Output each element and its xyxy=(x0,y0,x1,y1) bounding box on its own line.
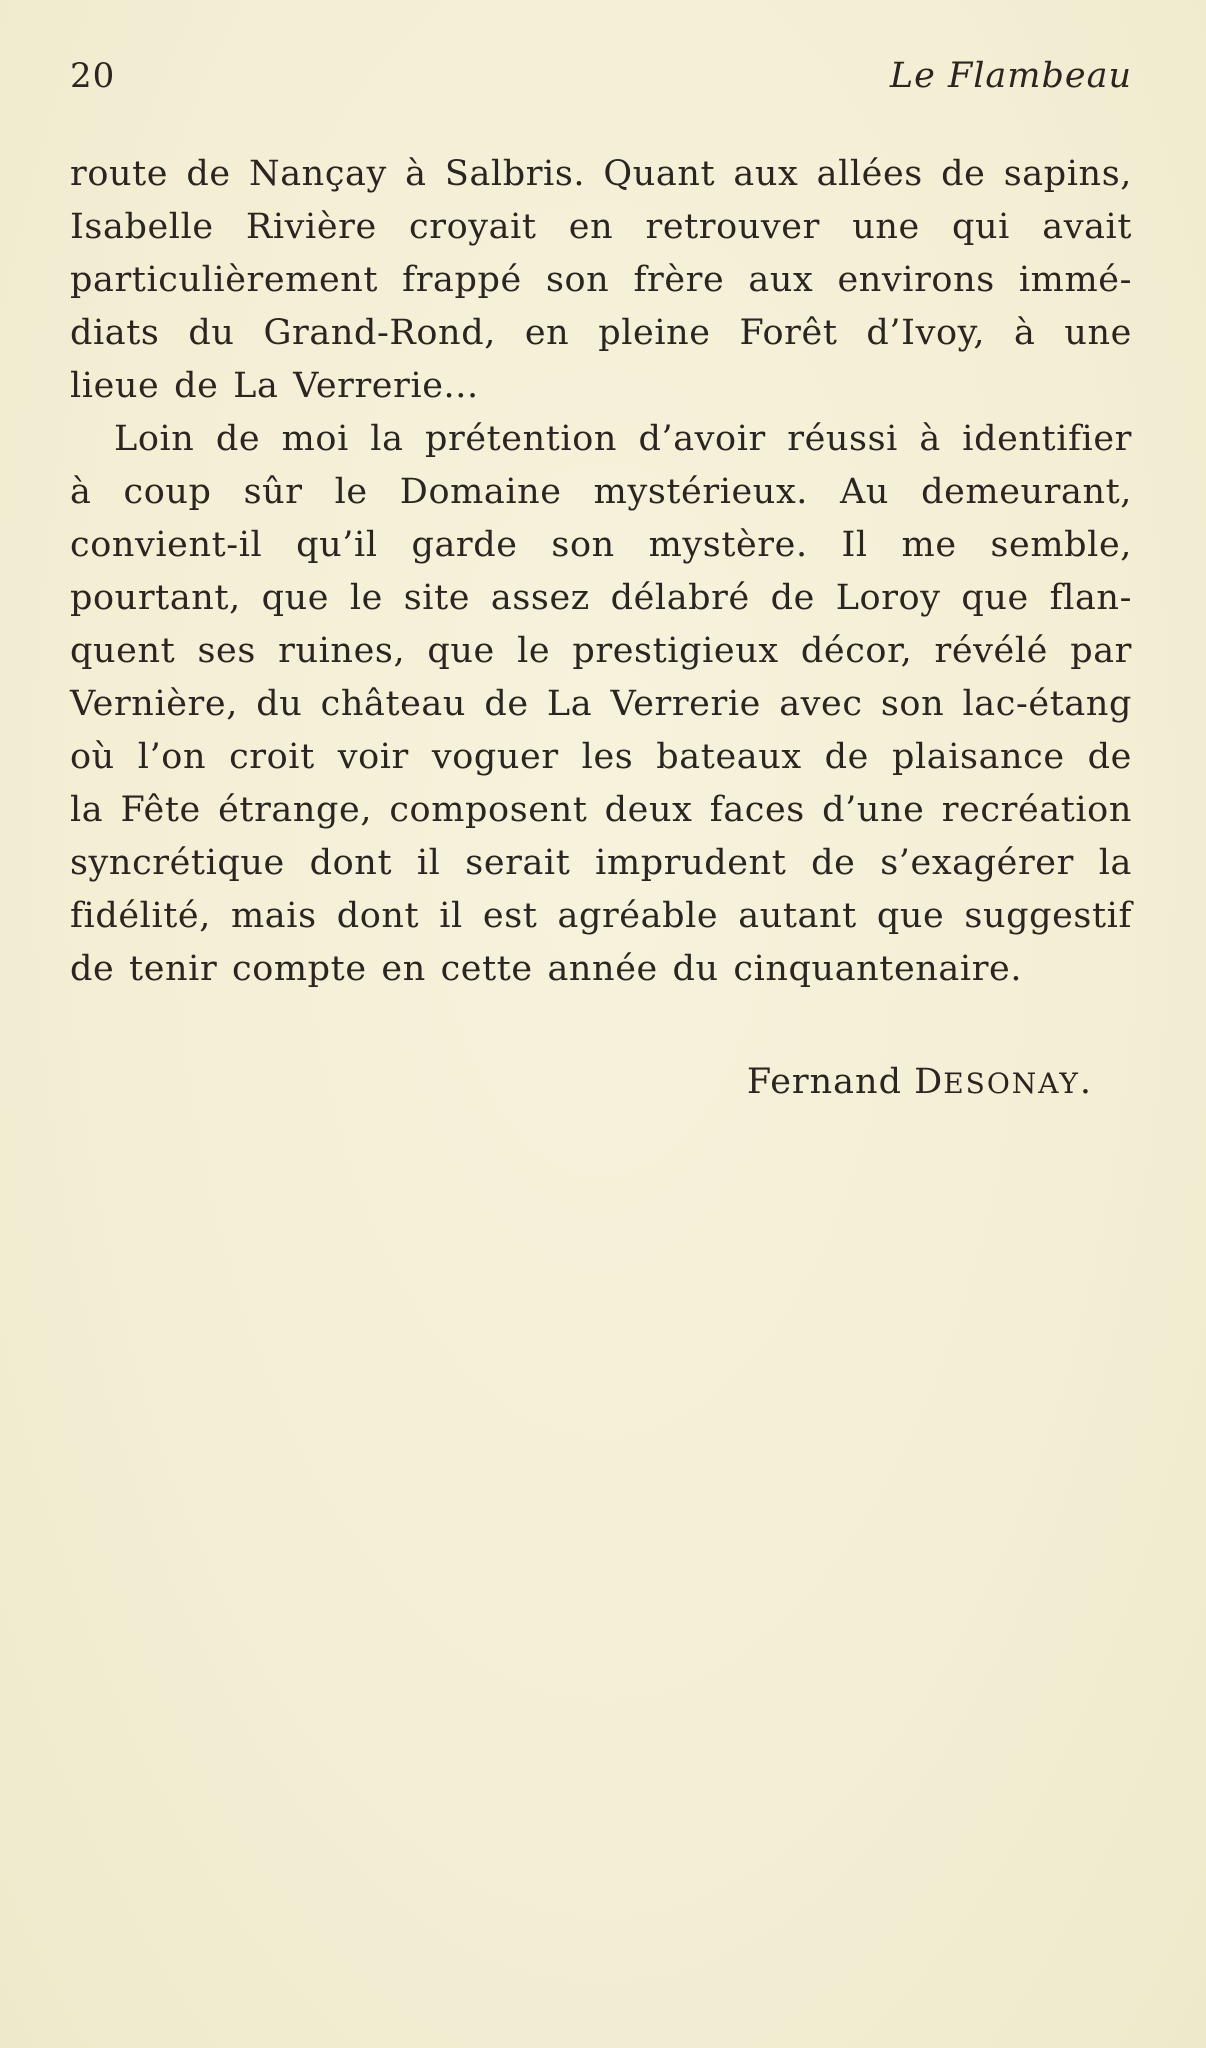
text-line: particulièrement frappé son frère aux environs immé- xyxy=(70,260,1132,300)
running-head xyxy=(70,56,1132,104)
text-line: de tenir compte en cette année du cinquantenaire. xyxy=(70,949,1023,989)
text-line: diats du Grand-Rond, en pleine Forêt d’Ivoy, à une xyxy=(70,313,1132,353)
text-line: Isabelle Rivière croyait en retrouver une qui avait xyxy=(70,207,1132,247)
text-line: Loin de moi la prétention d’avoir réussi à identifier xyxy=(114,419,1132,459)
paragraph-2 xyxy=(70,413,1132,996)
author-signature xyxy=(747,1062,1092,1102)
page-number: 20 xyxy=(70,56,116,96)
text-line: à coup sûr le Domaine mystérieux. Au demeurant, xyxy=(70,472,1132,512)
text-line: la Fête étrange, composent deux faces d’une recréation xyxy=(70,790,1132,830)
author-surname-rest: ESONAY xyxy=(943,1067,1080,1100)
text-line: syncrétique dont il serait imprudent de s’exagérer la xyxy=(70,843,1132,883)
text-line: pourtant, que le site assez délabré de Loroy que flan- xyxy=(70,578,1132,618)
text-line: route de Nançay à Salbris. Quant aux allées de sapins, xyxy=(70,154,1132,194)
signature-period: . xyxy=(1079,1062,1092,1102)
text-line: lieue de La Verrerie... xyxy=(70,366,479,406)
body-text xyxy=(70,148,1132,996)
text-line: quent ses ruines, que le prestigieux décor, révélé par xyxy=(70,631,1132,671)
running-title: Le Flambeau xyxy=(889,56,1132,96)
text-line: convient-il qu’il garde son mystère. Il me semble, xyxy=(70,525,1132,565)
author-surname-initial: D xyxy=(914,1062,944,1102)
author-first-name: Fernand xyxy=(746,1062,902,1102)
text-line: fidélité, mais dont il est agréable autant que suggestif xyxy=(70,896,1132,936)
text-line: Vernière, du château de La Verrerie avec son lac-étang xyxy=(70,684,1132,724)
text-line: où l’on croit voir voguer les bateaux de plaisance de xyxy=(70,737,1132,777)
paragraph-1 xyxy=(70,148,1132,413)
